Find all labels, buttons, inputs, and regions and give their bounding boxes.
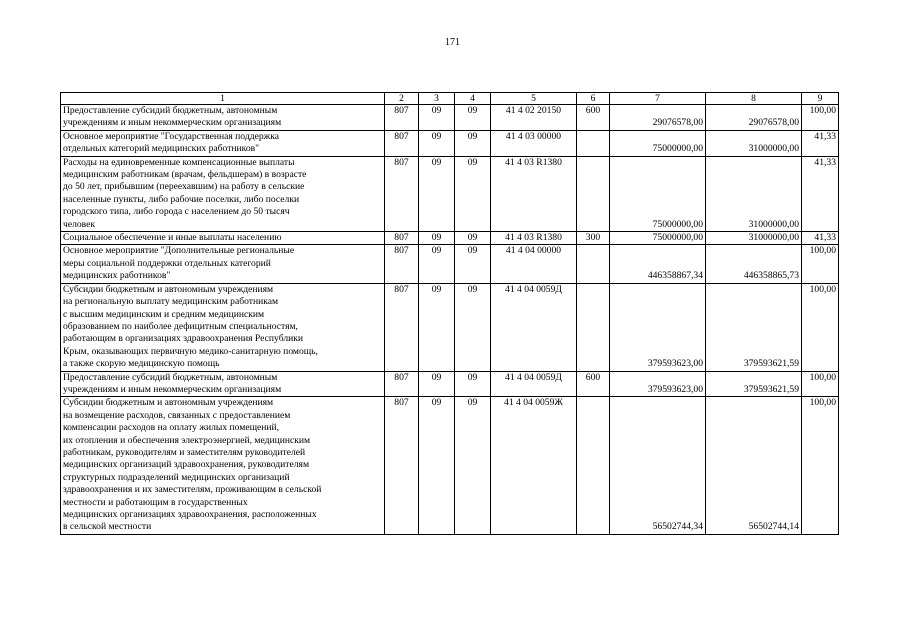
planned-amount-cell: 379593623,00 [610,371,706,397]
subsection-cell: 09 [455,156,491,231]
table-row [61,397,839,534]
description-cell: Расходы на единовременные компенсационные выплаты медицинским работникам (врачам, фельдшерам) в возрасте до 50 лет, прибывшим (переехавшим) на работу в сельские населенные пункты, либо рабочие поселки, либо поселки городского типа, либо города с населением до 50 тысяч человек [61,156,385,231]
subsection-cell: 09 [455,371,491,397]
description-cell: Социальное обеспечение и иные выплаты населению [61,232,385,245]
planned-amount-cell: 75000000,00 [610,232,706,245]
table-row [61,156,839,231]
section-cell: 09 [419,156,455,231]
ministry-code-cell: 807 [385,245,419,283]
planned-amount-cell: 75000000,00 [610,130,706,156]
expense-type-cell: 300 [577,232,610,245]
subsection-cell: 09 [455,232,491,245]
target-article-cell: 41 4 03 00000 [491,130,577,156]
subsection-cell: 09 [455,283,491,371]
table-row [61,283,839,371]
executed-amount-cell: 379593621,59 [706,371,802,397]
section-cell: 09 [419,105,455,131]
section-cell: 09 [419,397,455,534]
target-article-cell: 41 4 03 R1380 [491,156,577,231]
table-row [61,371,839,397]
table-row [61,245,839,283]
planned-amount-cell: 56502744,34 [610,397,706,534]
ministry-code-cell: 807 [385,283,419,371]
ministry-code-cell: 807 [385,105,419,131]
target-article-cell: 41 4 04 0059Ж [491,397,577,534]
ministry-code-cell: 807 [385,397,419,534]
col-header: 9 [802,93,839,105]
col-header: 2 [385,93,419,105]
executed-amount-cell: 31000000,00 [706,130,802,156]
target-article-cell: 41 4 04 0059Д [491,371,577,397]
col-header: 3 [419,93,455,105]
table-row [61,105,839,131]
execution-percent-cell: 100,00 [802,283,839,371]
expense-type-cell [577,130,610,156]
ministry-code-cell: 807 [385,130,419,156]
section-cell: 09 [419,130,455,156]
execution-percent-cell: 100,00 [802,371,839,397]
ministry-code-cell: 807 [385,156,419,231]
expense-type-cell [577,245,610,283]
col-header: 6 [577,93,610,105]
table-row [61,130,839,156]
expense-type-cell [577,156,610,231]
executed-amount-cell: 31000000,00 [706,156,802,231]
table-row [61,232,839,245]
budget-table [60,92,839,535]
col-header: 5 [491,93,577,105]
section-cell: 09 [419,283,455,371]
executed-amount-cell: 31000000,00 [706,232,802,245]
target-article-cell: 41 4 04 0059Д [491,283,577,371]
target-article-cell: 41 4 04 00000 [491,245,577,283]
ministry-code-cell: 807 [385,371,419,397]
execution-percent-cell: 100,00 [802,105,839,131]
execution-percent-cell: 41,33 [802,232,839,245]
description-cell: Субсидии бюджетным и автономным учреждениям на возмещение расходов, связанных с предоставлением компенсации расходов на оплату жилых помещений, их отопления и обеспечения электроэнергией, медицинским работникам, руководителям и заместителям руководителей медицинских организаций здравоохранения, руководителям структурных подразделений медицинских организаций здравоохранения и их заместителям, проживающим в сельской местности и работающим в государственных медицинских организациях здравоохранения, расположенных в сельской местности [61,397,385,534]
description-cell: Предоставление субсидий бюджетным, автономным учреждениям и иным некоммерческим организациям [61,105,385,131]
expense-type-cell: 600 [577,371,610,397]
execution-percent-cell: 100,00 [802,245,839,283]
description-cell: Основное мероприятие "Дополнительные региональные меры социальной поддержки отдельных категорий медицинских работников" [61,245,385,283]
executed-amount-cell: 29076578,00 [706,105,802,131]
description-cell: Предоставление субсидий бюджетным, автономным учреждениям и иным некоммерческим организациям [61,371,385,397]
execution-percent-cell: 100,00 [802,397,839,534]
planned-amount-cell: 29076578,00 [610,105,706,131]
description-cell: Субсидии бюджетным и автономным учреждениям на региональную выплату медицинским работникам с высшим медицинским и средним медицинским образованием по наиболее дефицитным специальностям, работающим в организациях здравоохранения Республики Крым, оказывающих первичную медико-санитарную помощь, а также скорую медицинскую помощь [61,283,385,371]
subsection-cell: 09 [455,105,491,131]
expense-type-cell [577,283,610,371]
subsection-cell: 09 [455,397,491,534]
target-article-cell: 41 4 03 R1380 [491,232,577,245]
expense-type-cell [577,397,610,534]
executed-amount-cell: 56502744,14 [706,397,802,534]
execution-percent-cell: 41,33 [802,156,839,231]
section-cell: 09 [419,371,455,397]
header-row [61,93,839,105]
target-article-cell: 41 4 02 20150 [491,105,577,131]
expense-type-cell: 600 [577,105,610,131]
section-cell: 09 [419,232,455,245]
execution-percent-cell: 41,33 [802,130,839,156]
subsection-cell: 09 [455,130,491,156]
executed-amount-cell: 379593621,59 [706,283,802,371]
subsection-cell: 09 [455,245,491,283]
page-number: 171 [445,37,460,48]
col-header: 1 [61,93,385,105]
col-header: 4 [455,93,491,105]
col-header: 7 [610,93,706,105]
section-cell: 09 [419,245,455,283]
description-cell: Основное мероприятие "Государственная поддержка отдельных категорий медицинских работников" [61,130,385,156]
planned-amount-cell: 75000000,00 [610,156,706,231]
planned-amount-cell: 446358867,34 [610,245,706,283]
executed-amount-cell: 446358865,73 [706,245,802,283]
ministry-code-cell: 807 [385,232,419,245]
col-header: 8 [706,93,802,105]
planned-amount-cell: 379593623,00 [610,283,706,371]
